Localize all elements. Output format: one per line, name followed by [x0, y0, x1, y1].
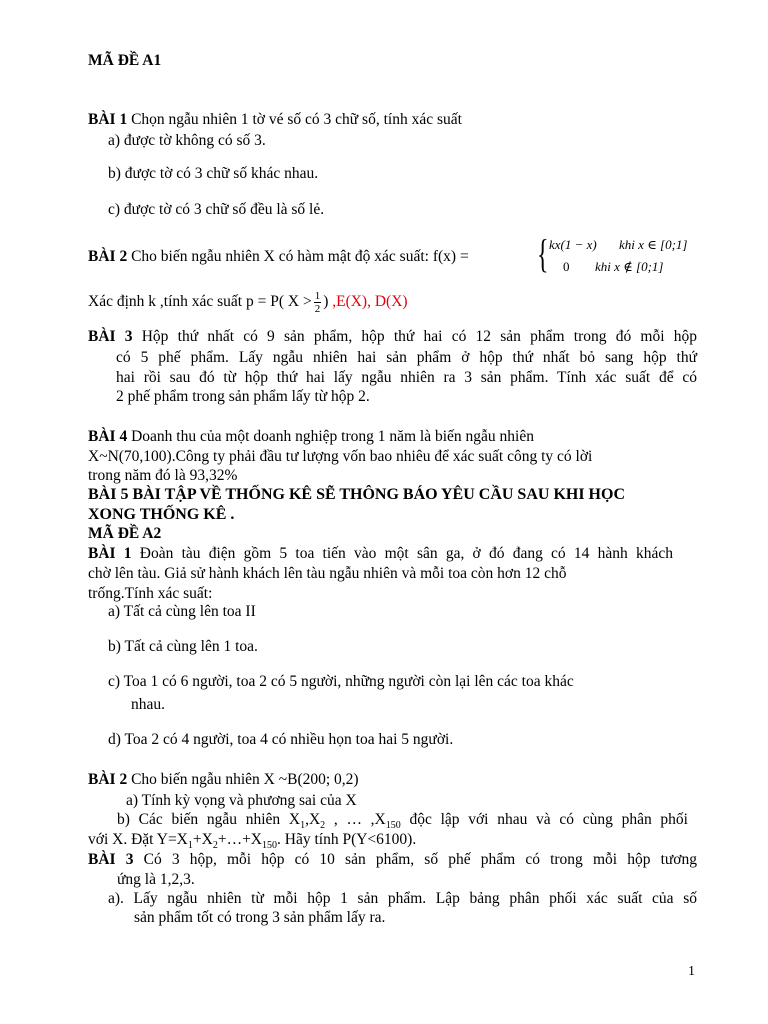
a2-p2-item-b-line-1 [117, 811, 688, 831]
a2-p1-item-c-line-2: nhau. [131, 696, 166, 713]
a2-p1-item-c-line-1: c) Toa 1 có 6 người, toa 2 có 5 người, những người còn lại lên các toa khác [108, 673, 574, 690]
case-2-expression: 0 [563, 259, 570, 274]
a1-problem-2 [88, 248, 469, 266]
subscript-150: 150 [262, 840, 278, 852]
subscript-2: 2 [212, 840, 218, 852]
exam-code-a1-title: MÃ ĐỀ A1 [88, 52, 162, 69]
a2-p1-item-a: a) Tất cả cùng lên toa II [108, 603, 256, 620]
a1-problem-1 [88, 111, 462, 129]
a2-p1-item-b: b) Tất cả cùng lên 1 toa. [108, 638, 258, 655]
subscript-150: 150 [385, 820, 401, 832]
exam-code-a2-title: MÃ ĐỀ A2 [88, 525, 162, 542]
fraction-denominator: 2 [314, 303, 321, 315]
case-1-expression: kx(1 − x) [549, 237, 597, 252]
plus-dots-x: +…+X [217, 831, 263, 848]
a1-problem-4-line-3: trong năm đó là 93,32% [88, 467, 238, 484]
a1-problem-3-line-2: có 5 phế phẩm. Lấy ngẫu nhiên hai sản phẩm ở hộp thứ nhất bỏ sang hộp thứ [116, 349, 697, 366]
item-b-tail: độc lập với nhau và có cùng phân phối [400, 811, 688, 828]
comma-x: ,X [305, 811, 321, 828]
a1-problem-3-line-1 [88, 328, 697, 346]
problem-label: BÀI 2 [88, 771, 128, 788]
a2-problem-1-line-2: chờ lên tàu. Giả sử hành khách lên tàu ngẫu nhiên và mỗi toa còn hơn 12 chỗ [88, 565, 567, 582]
fraction-one-half [314, 290, 322, 315]
a2-p2-item-a: a) Tính kỳ vọng và phương sai của X [126, 792, 357, 809]
problem-text: Chọn ngẫu nhiên 1 tờ vé số có 3 chữ số, tính xác suất [127, 111, 462, 128]
item-b-text: b) Các biến ngẫu nhiên X [117, 811, 301, 828]
a2-problem-3-line-1 [88, 851, 697, 869]
problem-label: BÀI 2 [88, 248, 128, 265]
problem-text: Doanh thu của một doanh nghiệp trong 1 năm là biến ngẫu nhiên [127, 428, 534, 445]
a1-p1-item-b: b) được tờ có 3 chữ số khác nhau. [108, 165, 319, 182]
define-y-text: với X. Đặt Y=X [88, 831, 188, 848]
a2-p2-item-b-line-2 [88, 831, 416, 851]
expectation-variance-text: ,E(X), D(X) [328, 293, 408, 311]
a2-problem-1-line-3: trống.Tính xác suất: [88, 585, 213, 602]
fraction-numerator: 1 [314, 290, 321, 302]
a1-problem-3-line-3: hai rồi sau đó từ hộp thứ hai lấy ngẫu nhiên ra 3 sản phẩm. Tính xác suất để có [116, 369, 697, 386]
density-function-cases [537, 231, 697, 282]
problem-label: BÀI 4 [88, 428, 128, 445]
dots-x: , … ,X [325, 811, 386, 828]
a2-problem-3-line-2: ứng là 1,2,3. [117, 871, 195, 888]
subscript-2: 2 [320, 820, 326, 832]
a1-problem-4-line-1 [88, 428, 534, 446]
problem-text: Cho biến ngẫu nhiên X có hàm mật độ xác suất: f(x) = [127, 248, 469, 265]
problem-label: BÀI 3 [88, 328, 133, 345]
subscript-1: 1 [300, 820, 306, 832]
problem-label: BÀI 1 [88, 111, 128, 128]
a2-p3-item-a-line-1: a). Lấy ngẫu nhiên từ mỗi hộp 1 sản phẩm. Lập bảng phân phối xác suất của số [108, 890, 697, 907]
problem-text: Hộp thứ nhất có 9 sản phẩm, hộp thứ hai có 12 sản phẩm trong đó mỗi hộp [132, 328, 697, 345]
problem-text: Có 3 hộp, mỗi hộp có 10 sản phẩm, số phế phẩm có trong mỗi hộp tương [133, 851, 697, 868]
a1-p1-item-c: c) được tờ có 3 chữ số đều là số lẻ. [108, 201, 325, 218]
a1-problem-5-line-1: BÀI 5 BÀI TẬP VỀ THỐNG KÊ SẼ THÔNG BÁO YÊU CẦU SAU KHI HỌC [88, 486, 625, 503]
a1-p2-question [88, 290, 408, 315]
plus-x: +X [192, 831, 213, 848]
page-number: 1 [688, 964, 695, 979]
a1-problem-3-line-4: 2 phế phẩm trong sản phẩm lấy từ hộp 2. [116, 388, 370, 405]
problem-text: Đoàn tàu điện gồm 5 toa tiến vào một sân ga, ở đó đang có 14 hành khách [131, 545, 673, 562]
a2-problem-2 [88, 771, 359, 789]
a1-problem-5-line-2: XONG THỐNG KÊ . [88, 506, 235, 523]
a2-p3-item-a-line-2: sản phẩm tốt có trong 3 sản phẩm lấy ra. [134, 909, 386, 926]
probability-question: . Hãy tính P(Y<6100). [277, 831, 417, 848]
question-text: Xác định k ,tính xác suất p = P( X > [88, 293, 312, 311]
a2-problem-1-line-1 [88, 545, 673, 563]
a2-p1-item-d: d) Toa 2 có 4 người, toa 4 có nhiều họn toa hai 5 người. [108, 731, 454, 748]
problem-label: BÀI 1 [88, 545, 132, 562]
a1-p1-item-a: a) được tờ không có số 3. [108, 132, 266, 149]
close-paren: ) [323, 293, 329, 311]
problem-label: BÀI 3 [88, 851, 134, 868]
case-2-condition: khi x ∉ [0;1] [595, 259, 664, 274]
subscript-1: 1 [187, 840, 193, 852]
left-brace: { [537, 231, 549, 276]
case-1-condition: khi x ∈ [0;1] [619, 237, 688, 252]
problem-text: Cho biến ngẫu nhiên X ~B(200; 0,2) [127, 771, 359, 788]
a1-problem-4-line-2: X~N(70,100).Công ty phải đầu tư lượng vốn bao nhiêu để xác suất công ty có lời [88, 448, 593, 465]
